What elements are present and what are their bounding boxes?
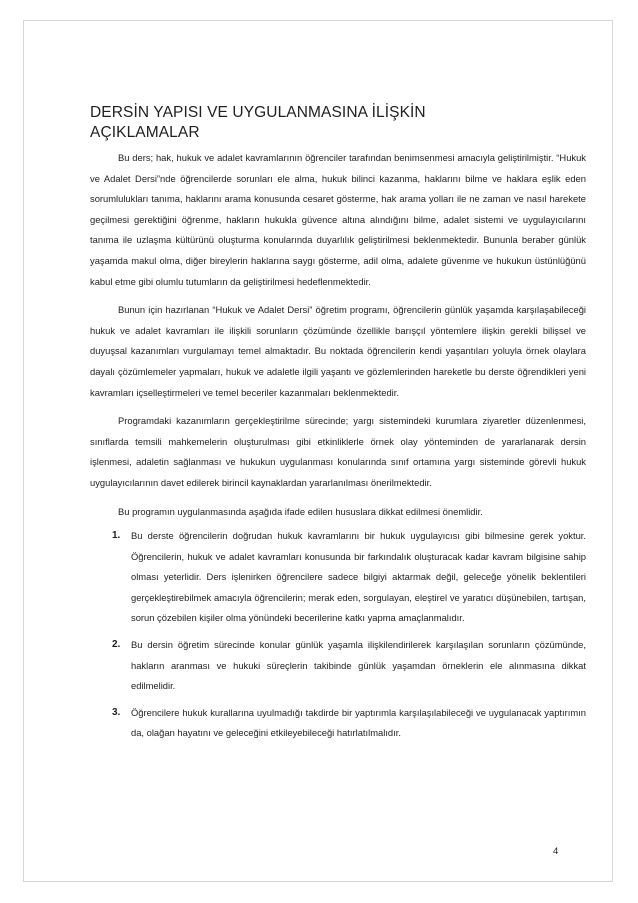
guideline-list [90,526,586,744]
list-intro: Bu programın uygulanmasında aşağıda ifade edilen hususlara dikkat edilmesi önemlidir. [118,505,483,517]
list-item-text: Bu dersin öğretim sürecinde konular günlük yaşamla ilişkilendirilerek karşılaşılan sorunların çözümünde, hakların aranması ve hukuki süreçlerin takibinde günlük yaşamdan örneklerin ele alınmasına dikkat edilmelidir. [131,639,586,692]
list-item-text: Öğrencilere hukuk kurallarına uyulmadığı takdirde bir yaptırımla karşılaşılabileceği ve uygulanacak yaptırımın da, olağan hayatını ve geleceğini etkileyebileceği hatırlatılmalıdır. [131,706,586,739]
paragraph-2: Bunun için hazırlanan “Hukuk ve Adalet Dersi” öğretim programı, öğrencilerin günlük yaşamda karşılaşabileceği hukuk ve adalet kavramları ile ilişkili sorunların çözümünde özellikle barışçıl yöntemlere ilişkin gerekli bilişsel ve duyuşsal kazanımları vurgulamayı temel almaktadır. Bu noktada öğrencilerin kendi yaşantıları yoluyla örnek olaylara dayalı çözümlemeler yapmaları, hukuk ve adaletle ilgili yaşantı ve gözlemlerinden hareketle bu derste öğrendikleri yeni kavramları içselleştirmeleri ve temel beceriler kazanmaları beklenmektedir. [90,304,586,398]
list-item [112,635,586,697]
section-title-line-1: DERSİN YAPISI VE UYGULANMASINA İLİŞKİN [90,104,426,121]
section-title [90,103,586,143]
page-content [90,103,586,750]
list-item [112,703,586,744]
document-page [23,20,613,882]
paragraph-1: Bu ders; hak, hukuk ve adalet kavramlarının öğrenciler tarafından benimsenmesi amacıyla geliştirilmiştir. “Hukuk ve Adalet Dersi”nde öğrencilerde sorunları ele alma, hukuk bilinci kazanma, haklarını bilme ve haklara eşlik eden sorumlulukları tanıma, haklarını arama konusunda cesaret gösterme, hak arama yolları ile ne zaman ve nasıl harekete geçilmesi gerektiğini öğrenme, hakların hukukla güvence altına alındığını bilme, adalet sistemi ve uygulayıcılarını tanıma ile uzlaşma kültürünü oluşturma konularında duyarlılık geliştirilmesi beklenmektedir. Bununla beraber günlük yaşamda makul olma, diğer bireylerin haklarına saygı gösterme, adil olma, adalete güvenme ve hukukun üstünlüğünü kabul etme gibi olumlu tutumların da geliştirilmesi hedeflenmektedir. [90,152,586,287]
page-number: 4 [553,846,559,857]
list-item-number: 1. [112,530,121,542]
list-item [112,526,586,629]
list-item-number: 2. [112,639,121,651]
paragraph-3: Programdaki kazanımların gerçekleştirilme sürecinde; yargı sistemindeki kurumlara ziyaretler düzenlenmesi, sınıflarda temsili mahkemelerin oluşturulması gibi etkinliklerle örnek olay yönteminden de yararlanarak dersin işlenmesi, adaletin sağlanması ve hukukun uygulanması konularında sınıf ortamına yargı sisteminde görevli hukuk uygulayıcılarının davet edilerek birincil kaynaklardan yararlanılması önerilmektedir. [90,415,586,488]
section-title-line-2: AÇIKLAMALAR [90,124,200,141]
list-item-text: Bu derste öğrencilerin doğrudan hukuk kavramlarını bir hukuk uygulayıcısı gibi bilmesine gerek yoktur. Öğrencilerin, hukuk ve adalet kavramları konusunda bir farkındalık oluşturacak kadar kavram bilgisine sahip olması yeterlidir. Ders işlenirken öğrencilere sadece bilgiyi aktarmak değil, geleceğe yönelik beklentileri gerçekleştirebilmek amacıyla öğrencilerin; merak eden, sorgulayan, eleştirel ve yaratıcı düşünebilen, tartışan, sorun çözebilen kişiler olma yönündeki becerilerine katkı yapma amaçlanmalıdır. [131,530,586,624]
list-item-number: 3. [112,706,121,718]
